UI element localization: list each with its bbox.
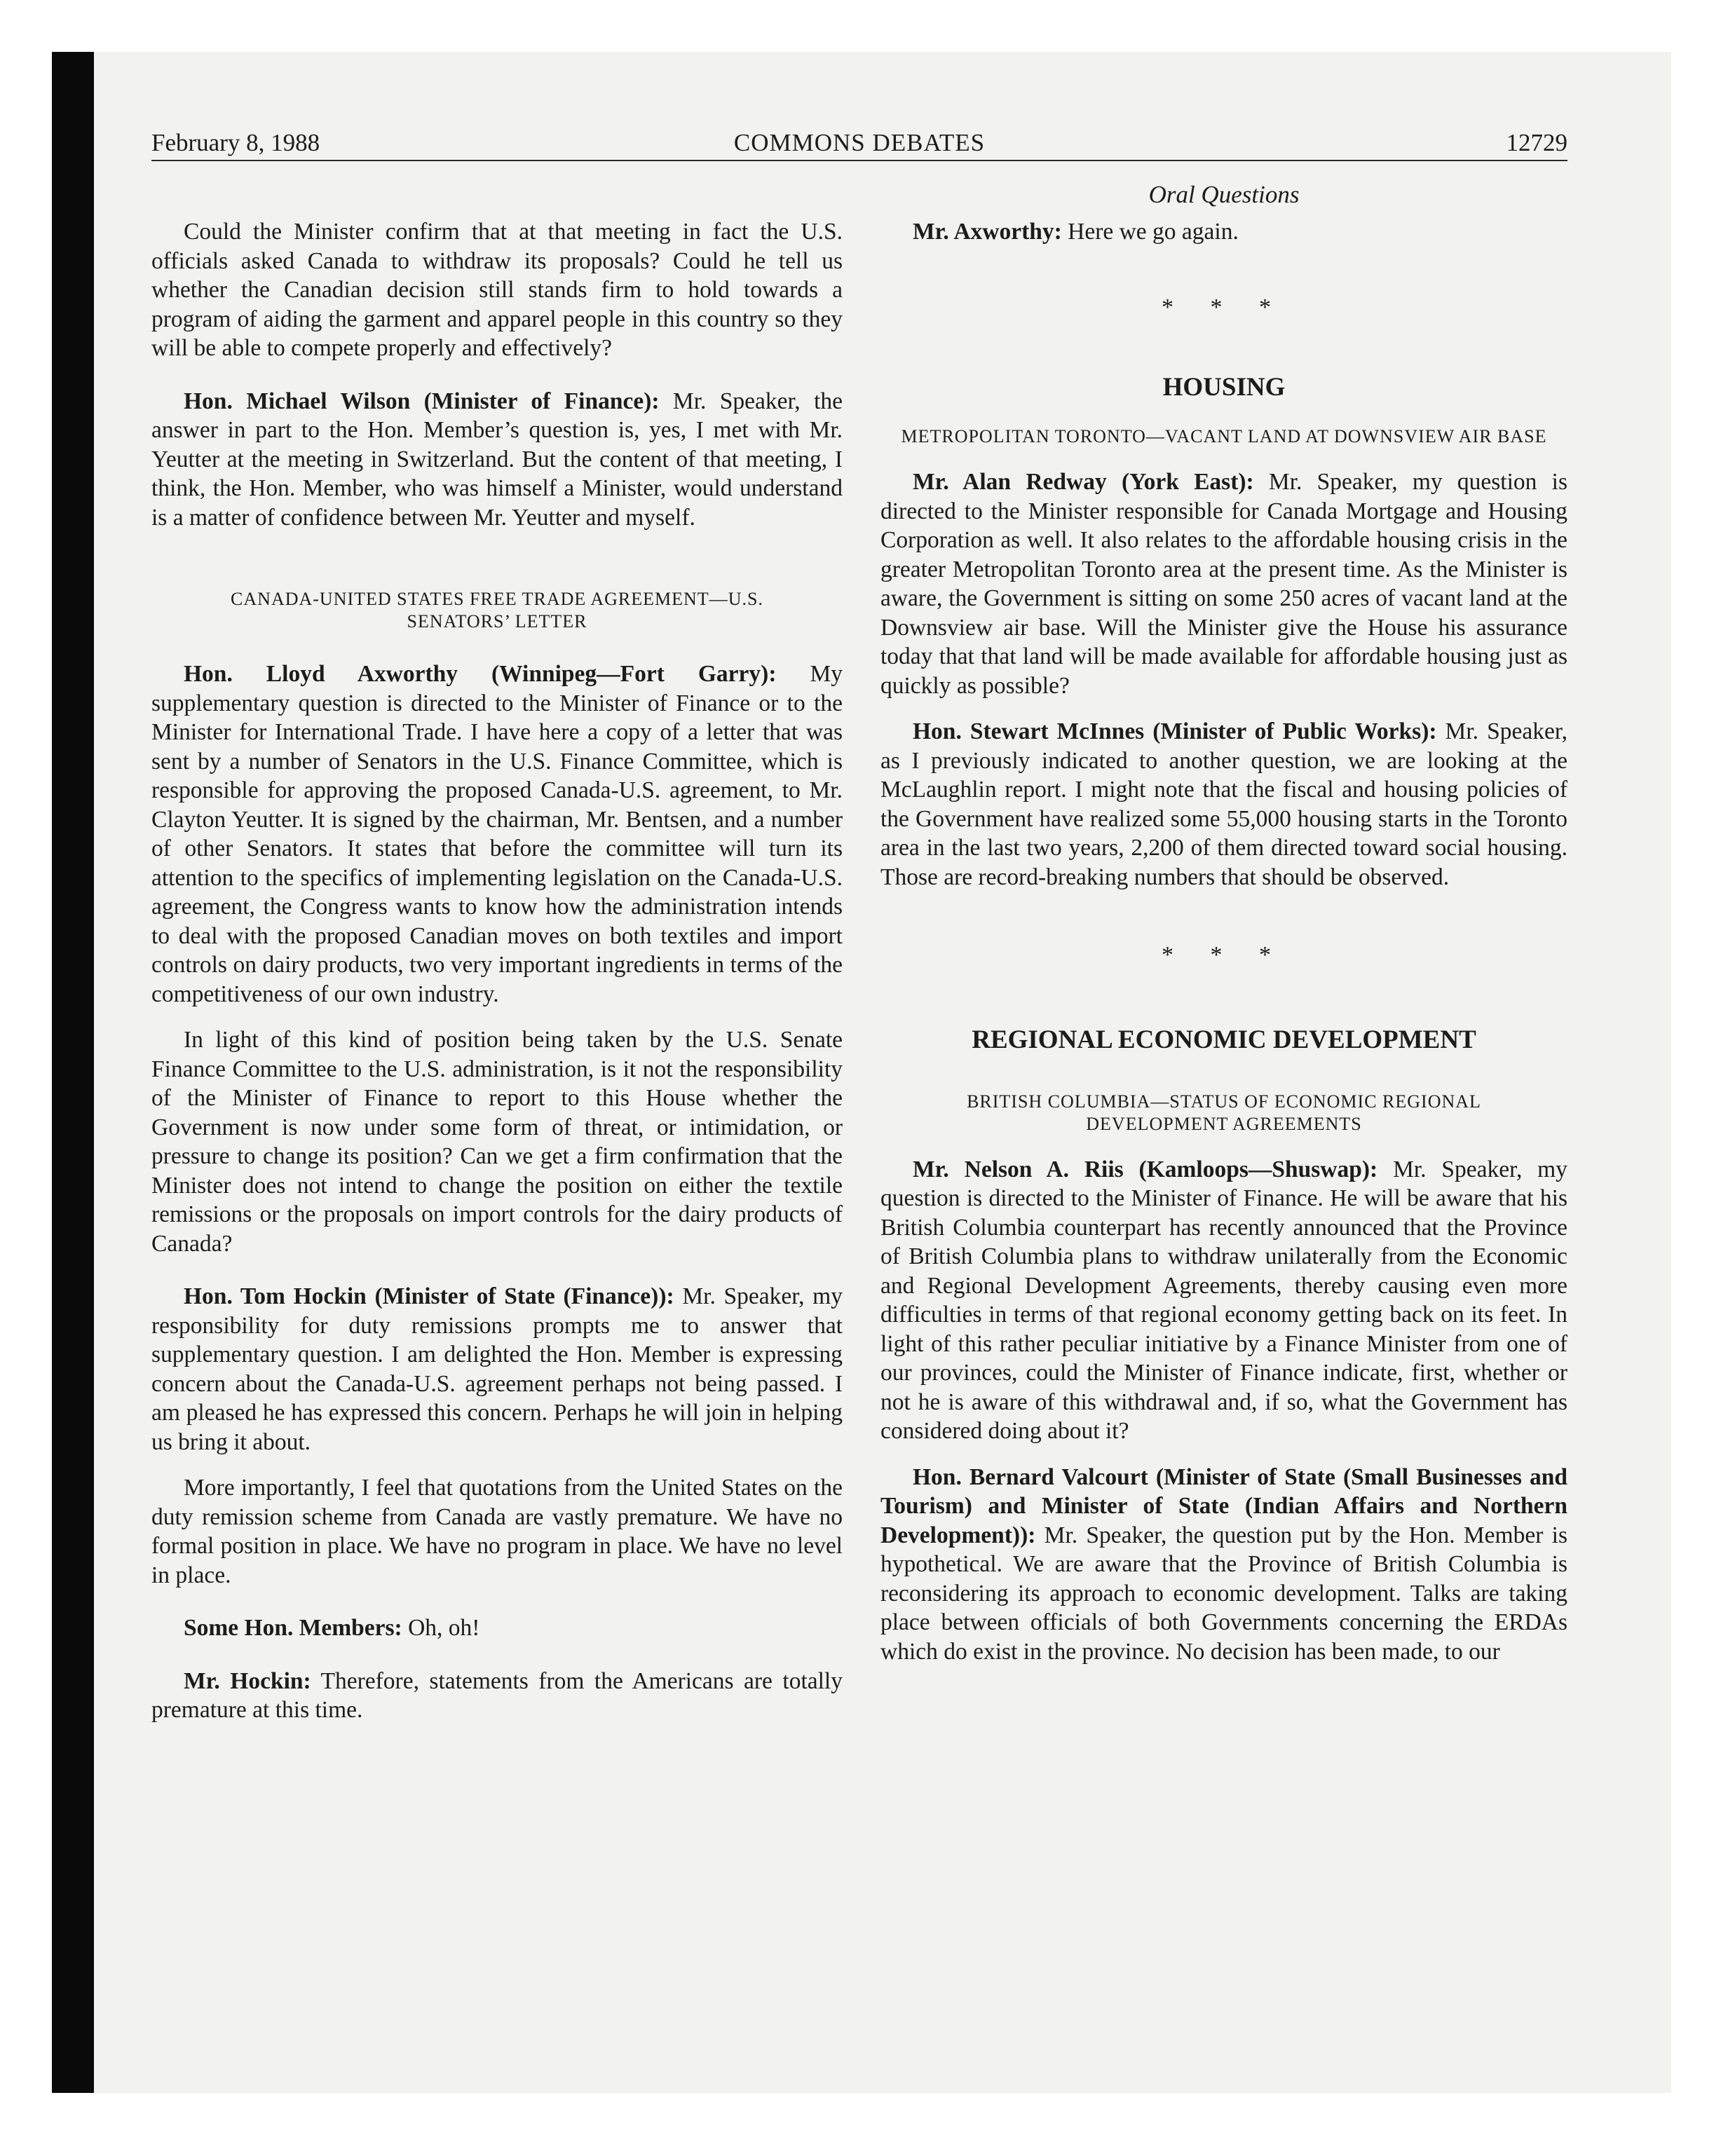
paragraph: [151, 660, 843, 1009]
speaker-name: Mr. Alan Redway (York East):: [913, 469, 1254, 495]
header-page-number: 12729: [1506, 129, 1567, 156]
section-separator: * * *: [1162, 942, 1286, 968]
subheading: BRITISH COLUMBIA—STATUS OF ECONOMIC REGIONAL DEVELOPMENT AGREEMENTS: [967, 1091, 1481, 1134]
subheading: CANADA-UNITED STATES FREE TRADE AGREEMENT—U.S. SENATORS’ LETTER: [231, 589, 763, 632]
speaker-name: Hon. Michael Wilson (Minister of Finance):: [184, 388, 660, 414]
speech-text: Here we go again.: [1061, 219, 1239, 245]
section-separator: * * *: [1162, 294, 1286, 320]
left-column: [151, 217, 843, 1742]
speaker-name: Some Hon. Members:: [184, 1615, 402, 1641]
paragraph: [151, 1613, 843, 1643]
section-heading: HOUSING: [1162, 373, 1286, 402]
paragraph: [880, 1463, 1567, 1667]
right-column: [880, 217, 1567, 1683]
paragraph: [880, 468, 1567, 700]
speech-text: Mr. Speaker, my question is directed to the Minister responsible for Canada Mortgage and Housing Corporation as well. It also relates to the affordable housing crisis in the greater Metropolitan Toronto area at the present time. As the Minister is aware, the Government is sitting on some 250 acres of vacant land at the Downsview air base. Will the Minister give the House his assurance today that that land will be made available for affordable housing just as quickly as possible?: [880, 469, 1567, 699]
paragraph: [880, 217, 1567, 247]
speaker-name: Mr. Axworthy:: [913, 219, 1062, 245]
speaker-name: Hon. Stewart McInnes (Minister of Public Works):: [913, 718, 1437, 744]
section-label: Oral Questions: [1148, 181, 1300, 208]
paragraph: More importantly, I feel that quotations from the United States on the duty remission scheme from Canada are vastly premature. We have no formal position in place. We have no program in place. We have no level in place.: [151, 1475, 843, 1588]
paragraph: [151, 1282, 843, 1456]
header-date: February 8, 1988: [151, 129, 320, 156]
speech-text: My supplementary question is directed to the Minister of Finance or to the Minister for International Trade. I have here a copy of a letter that was sent by a number of Senators in the U.S. Finance Committee, which is responsible for approving the proposed Canada-U.S. agreement, to Mr. Clayton Yeutter. It is signed by the chairman, Mr. Bentsen, and a number of other Senators. It states that before the committee will turn its attention to the specifics of implementing legislation on the Canada-U.S. agreement, the Congress wants to know how the administration intends to deal with the proposed Canadian moves on both textiles and import controls on dairy products, two very important ingredients in terms of the competitiveness of our own industry.: [151, 661, 843, 1007]
speech-text: Mr. Speaker, the question put by the Hon. Member is hypothetical. We are aware that the Province of British Columbia is reconsidering its approach to economic development. Talks are taking place between officials of both Governments concerning the ERDAs which do exist in the province. No decision has been made, to our: [880, 1522, 1567, 1665]
speech-text: Oh, oh!: [402, 1615, 480, 1641]
speaker-name: Mr. Hockin:: [184, 1667, 311, 1694]
speaker-name: Mr. Nelson A. Riis (Kamloops—Shuswap):: [913, 1156, 1378, 1182]
page-header: [151, 126, 1567, 161]
speaker-name: Hon. Bernard Valcourt (Minister of State (Small Businesses and Tourism) and Minister of State (Indian Affairs and Northern Development)):: [880, 1464, 1567, 1548]
paragraph: In light of this kind of position being taken by the U.S. Senate Finance Committee to the U.S. administration, is it not the responsibility of the Minister of Finance to report to this House whether the Government is now under some form of threat, or intimidation, or pressure to change its position? Can we get a firm confirmation that the Minister does not intend to change the position on either the textile remissions or the proposals on import controls for the dairy products of Canada?: [151, 1027, 843, 1257]
paragraph: [151, 1667, 843, 1725]
paragraph: [880, 1155, 1567, 1446]
section-heading: REGIONAL ECONOMIC DEVELOPMENT: [972, 1025, 1476, 1054]
speech-text: Mr. Speaker, as I previously indicated to another question, we are looking at the McLaughlin report. I might note that the fiscal and housing policies of the Government have realized some 55,000 housing starts in the Toronto area in the last two years, 2,200 of them directed toward social housing. Those are record-breaking numbers that should be observed.: [880, 718, 1568, 890]
binding-edge: [52, 52, 94, 2093]
paragraph: [151, 387, 843, 533]
speech-text: Mr. Speaker, my question is directed to the Minister of Finance. He will be aware that his British Columbia counterpart has recently announced that the Province of British Columbia plans to withdraw unilaterally from the Economic and Regional Development Agreements, thereby causing even more difficulties in terms of that regional economy getting back on its feet. In light of this rather peculiar initiative by a Finance Minister from one of our provinces, could the Minister of Finance indicate, first, whether or not he is aware of this withdrawal and, if so, what the Government has considered doing about it?: [880, 1156, 1567, 1444]
speech-text: Therefore, statements from the Americans are totally premature at this time.: [151, 1667, 843, 1723]
subheading: METROPOLITAN TORONTO—VACANT LAND AT DOWNSVIEW AIR BASE: [901, 426, 1547, 446]
speaker-name: Hon. Tom Hockin (Minister of State (Finance)):: [184, 1283, 674, 1309]
paragraph: Could the Minister confirm that at that meeting in fact the U.S. officials asked Canada to withdraw its proposals? Could he tell us whether the Canadian decision still stands firm to hold towards a program of aiding the garment and apparel people in this country so they will be able to compete properly and effectively?: [151, 219, 843, 361]
speaker-name: Hon. Lloyd Axworthy (Winnipeg—Fort Garry):: [184, 661, 777, 687]
speech-text: Mr. Speaker, the answer in part to the Hon. Member’s question is, yes, I met with Mr. Yeutter at the meeting in Switzerland. But the content of that meeting, I think, the Hon. Member, who was himself a Minister, would understand is a matter of confidence between Mr. Yeutter and myself.: [151, 388, 843, 531]
header-title: COMMONS DEBATES: [733, 129, 986, 156]
speech-text: Mr. Speaker, my responsibility for duty remissions prompts me to answer that supplementary question. I am delighted the Hon. Member is expressing concern about the Canada-U.S. agreement perhaps not being passed. I am pleased he has expressed this concern. Perhaps he will join in helping us bring it about.: [151, 1283, 843, 1455]
paragraph: [880, 717, 1567, 892]
